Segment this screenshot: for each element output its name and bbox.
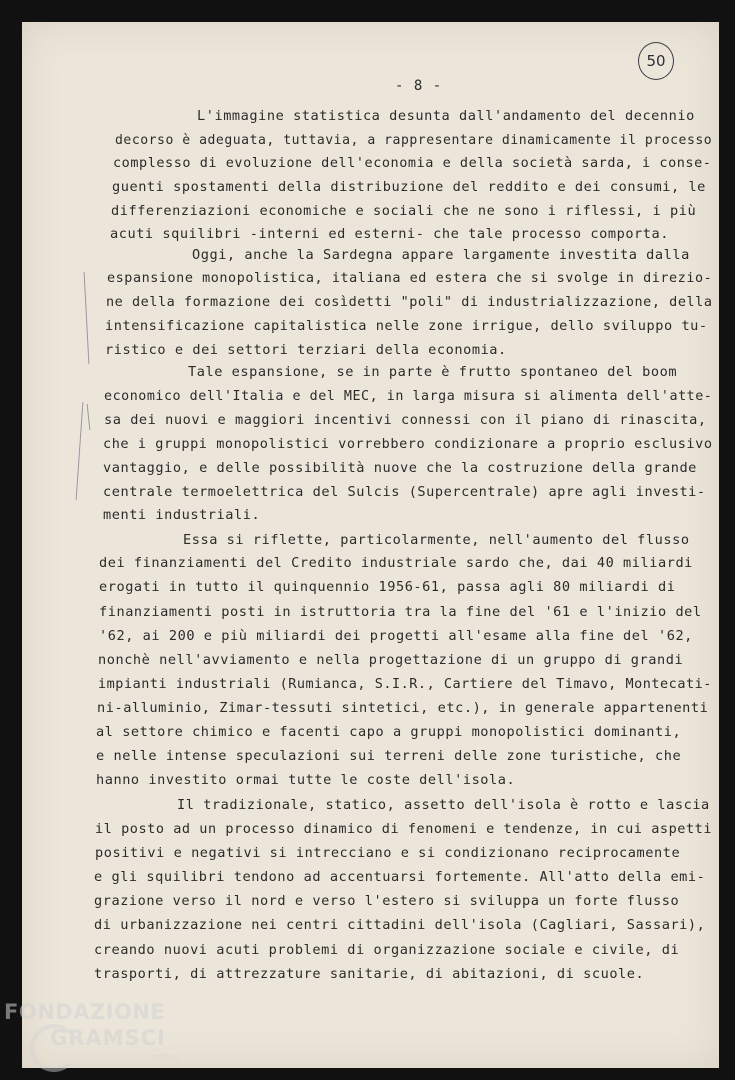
text-line: ne della formazione dei cosìdetti "poli" di industrializzazione, della: [106, 294, 713, 310]
text-line: che i gruppi monopolistici vorrebbero condizionare a proprio esclusivo: [103, 436, 713, 452]
archive-number: 50: [646, 52, 666, 70]
text-line: il posto ad un processo dinamico di fenomeni e tendenze, in cui aspetti: [95, 821, 713, 837]
text-line: intensificazione capitalistica nelle zone irrigue, dello sviluppo tu-: [105, 318, 708, 334]
text-line: dei finanziamenti del Credito industriale sardo che, dai 40 miliardi: [99, 555, 693, 571]
text-line: centrale termoelettrica del Sulcis (Supercentrale) apre agli investi-: [103, 484, 706, 500]
fondazione-gramsci-logo: [4, 1000, 194, 1075]
text-line: grazione verso il nord e verso l'estero si sviluppa un forte flusso: [94, 893, 680, 909]
text-line: complesso di evoluzione dell'economia e della società sarda, i conse-: [113, 155, 712, 171]
logo-line-2: GRAMSCI: [50, 1026, 166, 1050]
text-line: erogati in tutto il quinquennio 1956-61, passa agli 80 miliardi di: [99, 579, 676, 595]
text-line: vantaggio, e delle possibilità nuove che la costruzione della grande: [103, 460, 697, 476]
text-line: finanziamenti posti in istruttoria tra la fine del '61 e l'inizio del: [99, 604, 702, 620]
text-line: Tale espansione, se in parte è frutto spontaneo del boom: [188, 364, 678, 380]
text-line: differenziazioni economiche e sociali che ne sono i riflessi, i più: [111, 203, 697, 219]
text-line: trasporti, di attrezzature sanitarie, di abitazioni, di scuole.: [94, 966, 645, 982]
text-line: L'immagine statistica desunta dall'andamento del decennio: [197, 108, 695, 124]
text-line: espansione monopolistica, italiana ed estera che si svolge in direzio-: [107, 270, 713, 286]
archive-page-stamp: [638, 42, 674, 80]
text-line: decorso è adeguata, tuttavia, a rappresentare dinamicamente il processo: [115, 132, 713, 148]
text-line: Il tradizionale, statico, assetto dell'isola è rotto e lascia: [177, 797, 710, 813]
text-line: Oggi, anche la Sardegna appare largamente investita dalla: [192, 247, 690, 263]
text-line: positivi e negativi si intrecciano e si condizionano reciprocamente: [95, 845, 681, 861]
text-line: Essa si riflette, particolarmente, nell'aumento del flusso: [183, 532, 690, 548]
text-line: guenti spostamenti della distribuzione del reddito e dei consumi, le: [112, 179, 706, 195]
text-line: impianti industriali (Rumianca, S.I.R., Cartiere del Timavo, Montecati-: [98, 676, 712, 692]
text-line: sa dei nuovi e maggiori incentivi connessi con il piano di rinascita,: [104, 412, 707, 428]
text-line: al settore chimico e facenti capo a gruppi monopolistici dominanti,: [96, 724, 682, 740]
text-line: ni-alluminio, Zimar-tessuti sintetici, etc.), in generale appartenenti: [97, 700, 709, 716]
text-line: menti industriali.: [103, 507, 261, 523]
logo-line-1: FONDAZIONE: [4, 1000, 166, 1024]
text-line: e nelle intense speculazioni sui terreni delle zone turistiche, che: [96, 748, 682, 764]
page-number: - 8 -: [395, 78, 443, 94]
text-line: hanno investito ormai tutte le coste dell'isola.: [96, 772, 516, 788]
text-line: economico dell'Italia e del MEC, in larga misura si alimenta dell'atte-: [104, 388, 713, 404]
text-line: ristico e dei settori terziari della economia.: [105, 342, 507, 358]
text-line: nonchè nell'avviamento e nella progettazione di un gruppo di grandi: [98, 652, 684, 668]
text-line: e gli squilibri tendono ad accentuarsi fortemente. All'atto della emi-: [94, 869, 706, 885]
text-line: creando nuovi acuti problemi di organizzazione sociale e civile, di: [94, 942, 680, 958]
text-line: di urbanizzazione nei centri cittadini dell'isola (Cagliari, Sassari),: [94, 917, 706, 933]
text-line: '62, ai 200 e più miliardi dei progetti all'esame alla fine del '62,: [99, 628, 693, 644]
logo-line-3: onlus: [151, 1052, 178, 1063]
text-line: acuti squilibri -interni ed esterni- che tale processo comporta.: [110, 226, 669, 242]
